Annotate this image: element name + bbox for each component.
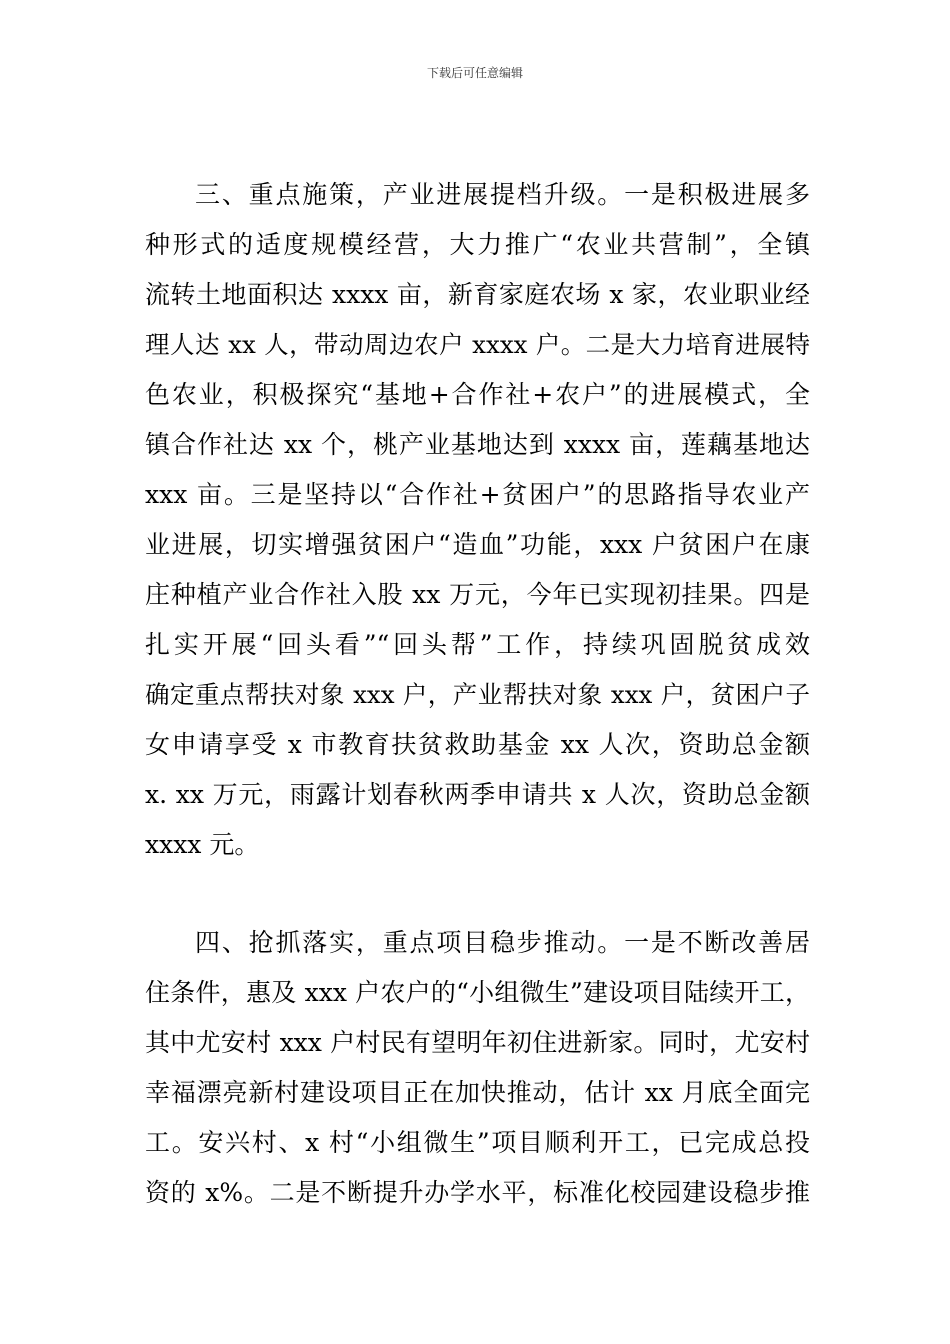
paragraph-section-four <box>145 918 810 1218</box>
text-line: 确定重点帮扶对象 xxx 户，产业帮扶对象 xxx 户，贫困户子 <box>145 680 810 709</box>
text-line: 工。安兴村、x 村“小组微生”项目顺利开工，已完成总投 <box>145 1128 810 1157</box>
paragraph-section-three <box>145 170 810 870</box>
text-line: 庄种植产业合作社入股 xx 万元，今年已实现初挂果。四是 <box>145 580 810 609</box>
text-line: 女申请享受 x 市教育扶贫救助基金 xx 人次，资助总金额 <box>145 730 810 759</box>
text-line: 流转土地面积达 xxxx 亩，新育家庭农场 x 家，农业职业经 <box>145 280 810 309</box>
text-line: 三、重点施策，产业进展提档升级。一是积极进展多 <box>195 180 810 209</box>
text-line: xxx 亩。三是坚持以“合作社+贫困户”的思路指导农业产 <box>145 480 810 509</box>
text-line: 种形式的适度规模经营，大力推广“农业共营制”，全镇 <box>145 230 810 259</box>
text-line: 扎实开展“回头看”“回头帮”工作，持续巩固脱贫成效 <box>145 630 810 659</box>
text-line: 镇合作社达 xx 个，桃产业基地达到 xxxx 亩，莲藕基地达 <box>145 430 810 459</box>
text-line: 资的 x%。二是不断提升办学水平，标准化校园建设稳步推 <box>145 1178 810 1207</box>
paragraph-spacer <box>145 870 810 918</box>
text-line: x. xx 万元，雨露计划春秋两季申请共 x 人次，资助总金额 <box>145 780 810 809</box>
document-body <box>145 170 810 1218</box>
text-line: 理人达 xx 人，带动周边农户 xxxx 户。二是大力培育进展特 <box>145 330 810 359</box>
text-line: 业进展，切实增强贫困户“造血”功能，xxx 户贫困户在康 <box>145 530 810 559</box>
page-header: 下载后可任意编辑 <box>426 66 523 80</box>
text-line: 其中尤安村 xxx 户村民有望明年初住进新家。同时，尤安村 <box>145 1028 810 1057</box>
text-line: 色农业，积极探究“基地+合作社+农户”的进展模式，全 <box>145 380 810 409</box>
text-line: 幸福漂亮新村建设项目正在加快推动，估计 xx 月底全面完 <box>145 1078 810 1107</box>
text-line: 住条件，惠及 xxx 户农户的“小组微生”建设项目陆续开工， <box>145 978 810 1007</box>
text-line: 四、抢抓落实，重点项目稳步推动。一是不断改善居 <box>195 928 810 957</box>
text-line: xxxx 元。 <box>145 830 260 859</box>
